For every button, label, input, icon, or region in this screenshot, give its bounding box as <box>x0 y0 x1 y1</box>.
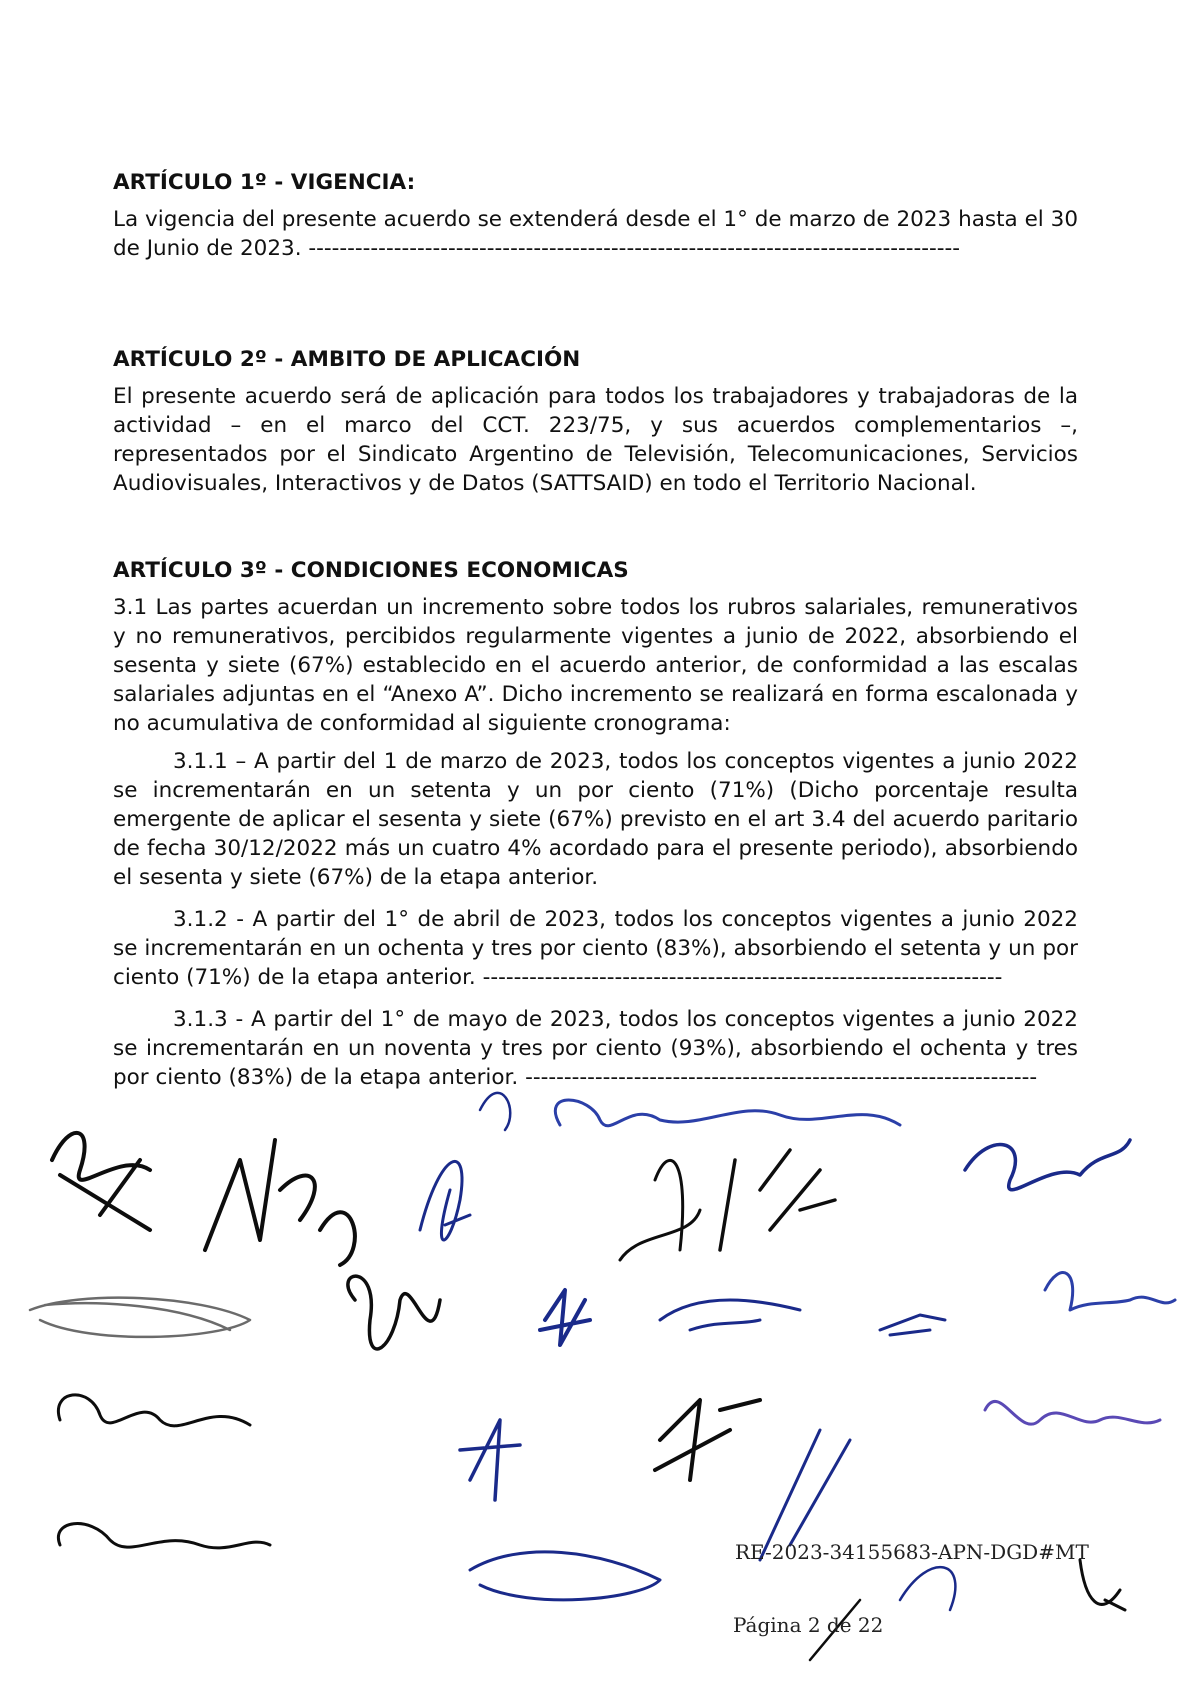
signature-15 <box>460 1420 520 1500</box>
article-1-paragraph: La vigencia del presente acuerdo se extenderá desde el 1° de marzo de 2023 hasta el 30 de Junio de 2023. ------------------------------------------------------------------------------------ <box>113 207 1078 261</box>
signature-5 <box>620 1160 700 1260</box>
signature-9 <box>348 1276 440 1349</box>
signature-24 <box>900 1567 955 1610</box>
signature-17 <box>985 1401 1160 1424</box>
signature-8 <box>30 1298 250 1337</box>
signature-13 <box>1045 1273 1175 1310</box>
signature-11 <box>660 1300 800 1330</box>
article-3 <box>113 556 1078 1092</box>
signature-21 <box>1080 1560 1125 1610</box>
clause-3-1-3: 3.1.3 - A partir del 1° de mayo de 2023, todos los conceptos vigentes a junio 2022 se incrementarán en un noventa y tres por ciento (93%), absorbiendo el ochenta y tres por ciento (83%) de la etapa anterior. ------------------------------------------------------------------ <box>113 1007 1078 1090</box>
signature-19 <box>470 1552 660 1600</box>
clause-3-1: 3.1 Las partes acuerdan un incremento sobre todos los rubros salariales, remunerativos y no remunerativos, percibidos regularmente vigentes a junio de 2022, absorbiendo el sesenta y siete (67%) establecido en el acuerdo anterior, de conformidad a las escalas salariales adjuntas en el “Anexo A”. Dicho incremento se realizará en forma escalonada y no acumulativa de conformidad al siguiente cronograma: <box>113 595 1078 736</box>
article-2-paragraph: El presente acuerdo será de aplicación para todos los trabajadores y trabajadoras de la actividad – en el marco del CCT. 223/75, y sus acuerdos complementarios –, representados por el Sindicato Argentino de Televisión, Telecomunicaciones, Servicios Audiovisuales, Interactivos y de Datos (SATTSAID) en todo el Territorio Nacional. <box>113 384 1078 496</box>
signature-16 <box>655 1400 760 1480</box>
page-number: Página 2 de 22 <box>733 1613 884 1637</box>
signature-14 <box>58 1395 250 1426</box>
signature-12 <box>880 1315 945 1335</box>
signature-1 <box>52 1133 150 1230</box>
document-reference-number: RE-2023-34155683-APN-DGD#MT <box>735 1540 1089 1564</box>
signature-18 <box>58 1524 270 1548</box>
signature-7 <box>965 1140 1130 1190</box>
signature-4 <box>555 1100 900 1126</box>
article-1-heading: ARTÍCULO 1º - VIGENCIA: <box>113 170 416 195</box>
signature-2 <box>205 1140 355 1265</box>
article-1 <box>113 168 1078 263</box>
clause-3-1-2: 3.1.2 - A partir del 1° de abril de 2023, todos los conceptos vigentes a junio 2022 se incrementarán en un ochenta y tres por ciento (83%), absorbiendo el setenta y un por ciento (71%) de la etapa anterior. ------------------------------------------------------------------- <box>113 907 1078 990</box>
article-3-heading: ARTÍCULO 3º - CONDICIONES ECONOMICAS <box>113 558 629 583</box>
signature-22 <box>480 1093 510 1130</box>
document-body <box>113 168 1078 1092</box>
article-2-heading: ARTÍCULO 2º - AMBITO DE APLICACIÓN <box>113 347 581 372</box>
signature-6 <box>720 1150 835 1250</box>
signature-10 <box>540 1290 590 1345</box>
article-2 <box>113 345 1078 498</box>
signature-3 <box>420 1161 470 1240</box>
clause-3-1-1: 3.1.1 – A partir del 1 de marzo de 2023, todos los conceptos vigentes a junio 2022 se incrementarán en un setenta y un por ciento (71%) (Dicho porcentaje resulta emergente de aplicar el sesenta y siete (67%) previsto en el art 3.4 del acuerdo paritario de fecha 30/12/2022 más un cuatro 4% acordado para el presente periodo), absorbiendo el sesenta y siete (67%) de la etapa anterior. <box>113 749 1078 890</box>
